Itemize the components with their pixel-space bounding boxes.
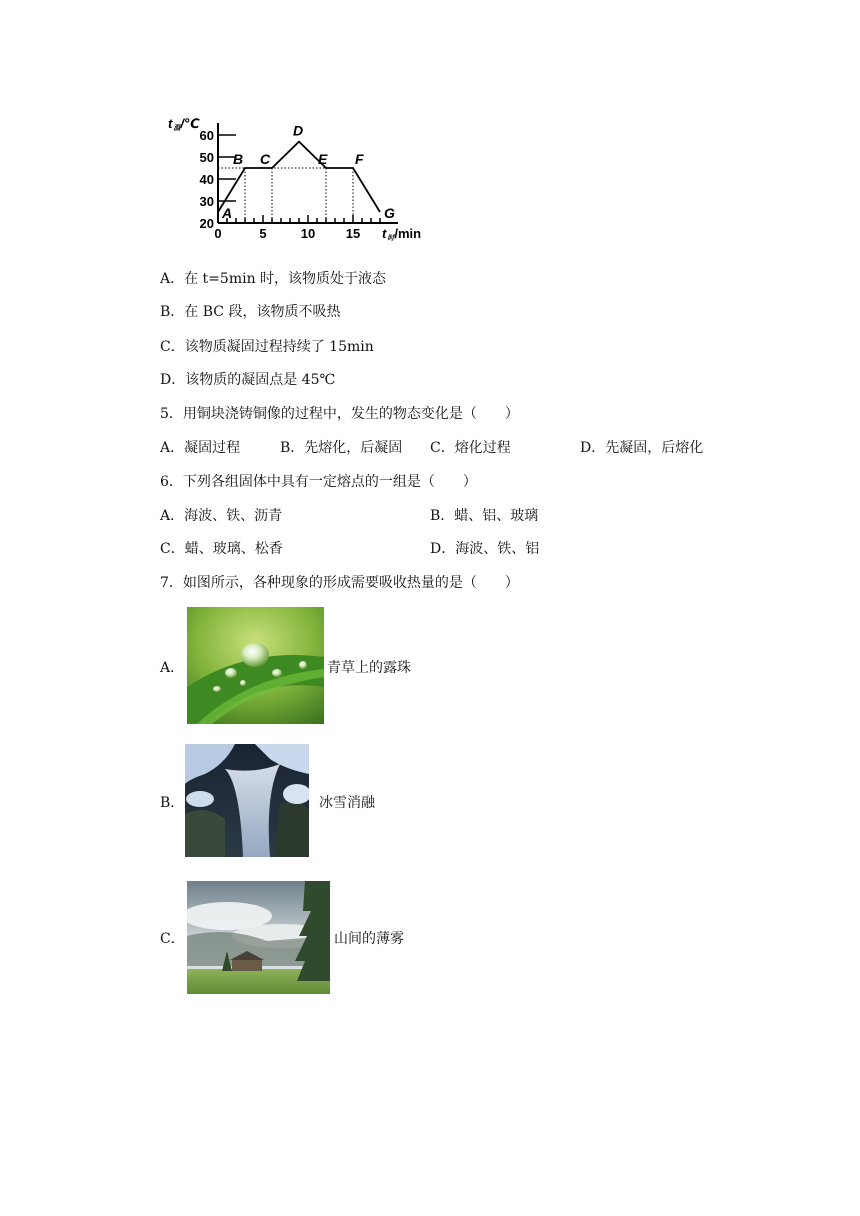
x-tick-label: 5	[259, 226, 267, 241]
q6-option-c: C．蜡、玻璃、松香	[160, 541, 283, 557]
point-label-a: A	[222, 205, 233, 221]
q7-option-a-label: A．	[160, 660, 185, 676]
x-tick-label: 0	[214, 226, 222, 241]
x-tick-label: 10	[300, 226, 316, 241]
mountain-fog-image	[187, 881, 330, 994]
q7-option-a-caption: 青草上的露珠	[327, 660, 411, 676]
y-tick-label: 30	[199, 194, 214, 209]
q5-option-a: A．凝固过程	[160, 440, 241, 456]
q6-stem: 6．下列各组固体中具有一定熔点的一组是（ ）	[160, 474, 477, 490]
q5-option-d: D．先凝固，后熔化	[580, 440, 704, 456]
y-tick-label: 60	[199, 128, 214, 143]
y-tick-label: 20	[199, 216, 214, 231]
q4-option-c: C．该物质凝固过程持续了 15min	[160, 339, 374, 355]
point-label-b: B	[233, 151, 244, 167]
x-tick-label: 15	[345, 226, 361, 241]
point-label-c: C	[260, 151, 271, 167]
temperature-time-graph	[160, 108, 450, 248]
q5-option-b: B．先熔化，后凝固	[280, 440, 403, 456]
q7-stem: 7．如图所示，各种现象的形成需要吸收热量的是（ ）	[160, 575, 519, 591]
q7-option-b-label: B．	[160, 795, 185, 811]
q4-option-a: A．在 t=5min 时，该物质处于液态	[160, 271, 387, 287]
melting-ice-waterfall-image	[185, 744, 309, 857]
q5-stem: 5．用铜块浇铸铜像的过程中，发生的物态变化是（ ）	[160, 406, 519, 422]
q6-option-a: A．海波、铁、沥青	[160, 508, 283, 524]
dewdrop-on-grass-image	[187, 607, 324, 724]
q6-option-b: B．蜡、铝、玻璃	[430, 508, 539, 524]
q7-option-c-caption: 山间的薄雾	[334, 931, 404, 947]
q4-option-d: D．该物质的凝固点是 45℃	[160, 372, 336, 388]
q7-option-b-caption: 冰雪消融	[319, 795, 375, 811]
q4-option-b: B．在 BC 段，该物质不吸热	[160, 304, 341, 320]
q7-option-c-label: C．	[160, 931, 185, 947]
point-label-d: D	[293, 122, 304, 139]
y-tick-label: 50	[199, 150, 214, 165]
q6-option-d: D．海波、铁、铝	[430, 541, 540, 557]
point-label-g: G	[384, 205, 395, 221]
point-label-f: F	[355, 151, 364, 167]
x-axis-label: t时/min	[382, 226, 422, 242]
y-tick-label: 40	[199, 172, 214, 187]
point-label-e: E	[318, 151, 328, 167]
q5-option-c: C．熔化过程	[430, 440, 511, 456]
y-axis-label: t温/℃	[168, 116, 200, 132]
